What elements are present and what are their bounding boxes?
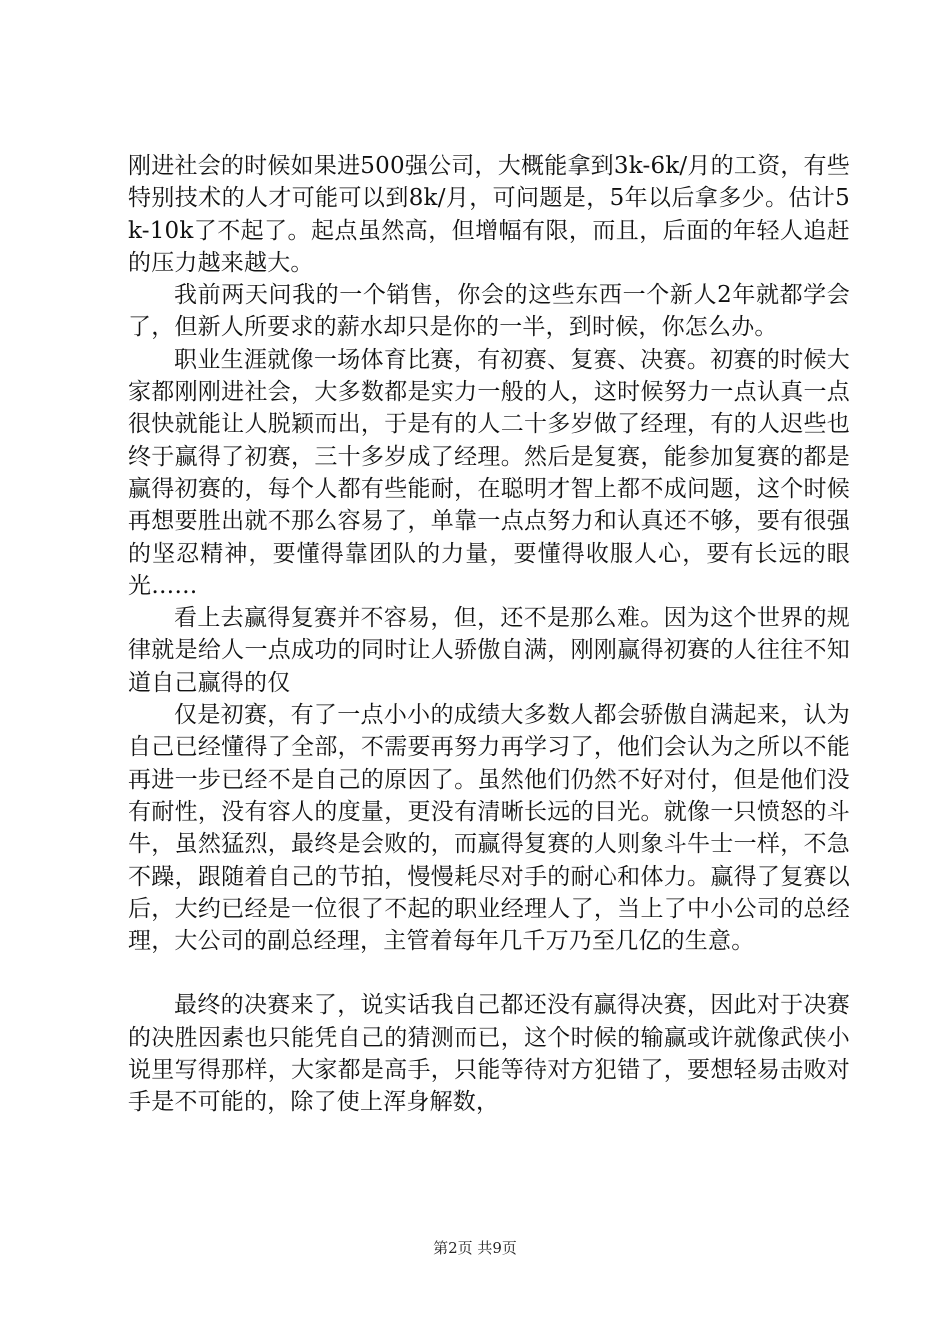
paragraph-1: 刚进社会的时候如果进500强公司，大概能拿到3k-6k/月的工资，有些特别技术的人才可能可以到8k/月，可问题是，5年以后拿多少。估计5k-10k了不起了。起点虽然高，但增幅有限，而且，后面的年轻人追赶的压力越来越大。 [128, 153, 850, 276]
document-body [128, 150, 850, 1119]
paragraph-2: 我前两天问我的一个销售，你会的这些东西一个新人2年就都学会了，但新人所要求的薪水却只是你的一半，到时候，你怎么办。 [128, 282, 850, 341]
paragraph-gap [128, 957, 850, 989]
paragraph-3: 职业生涯就像一场体育比赛，有初赛、复赛、决赛。初赛的时候大家都刚刚进社会，大多数都是实力一般的人，这时候努力一点认真一点很快就能让人脱颖而出，于是有的人二十多岁做了经理，有的人迟些也终于赢得了初赛，三十多岁成了经理。然后是复赛，能参加复赛的都是赢得初赛的，每个人都有些能耐，在聪明才智上都不成问题，这个时候再想要胜出就不那么容易了，单靠一点点努力和认真还不够，要有很强的坚忍精神，要懂得靠团队的力量，要懂得收服人心，要有长远的眼光…… [128, 346, 850, 599]
paragraph-4: 看上去赢得复赛并不容易，但，还不是那么难。因为这个世界的规律就是给人一点成功的同时让人骄傲自满，刚刚赢得初赛的人往往不知道自己赢得的仅 [128, 605, 850, 696]
page-number-footer: 第2页 共9页 [433, 1239, 517, 1257]
paragraph-6: 最终的决赛来了，说实话我自己都还没有赢得决赛，因此对于决赛的决胜因素也只能凭自己的猜测而已，这个时候的输赢或许就像武侠小说里写得那样，大家都是高手，只能等待对方犯错了，要想轻易击败对手是不可能的，除了使上浑身解数， [128, 992, 850, 1116]
paragraph-5: 仅是初赛，有了一点小小的成绩大多数人都会骄傲自满起来，认为自己已经懂得了全部，不需要再努力再学习了，他们会认为之所以不能再进一步已经不是自己的原因了。虽然他们仍然不好对付，但是他们没有耐性，没有容人的度量，更没有清晰长远的目光。就像一只愤怒的斗牛，虽然猛烈，最终是会败的，而赢得复赛的人则象斗牛士一样，不急不躁，跟随着自己的节拍，慢慢耗尽对手的耐心和体力。赢得了复赛以后，大约已经是一位很了不起的职业经理人了，当上了中小公司的总经理，大公司的副总经理，主管着每年几千万乃至几亿的生意。 [128, 702, 850, 955]
